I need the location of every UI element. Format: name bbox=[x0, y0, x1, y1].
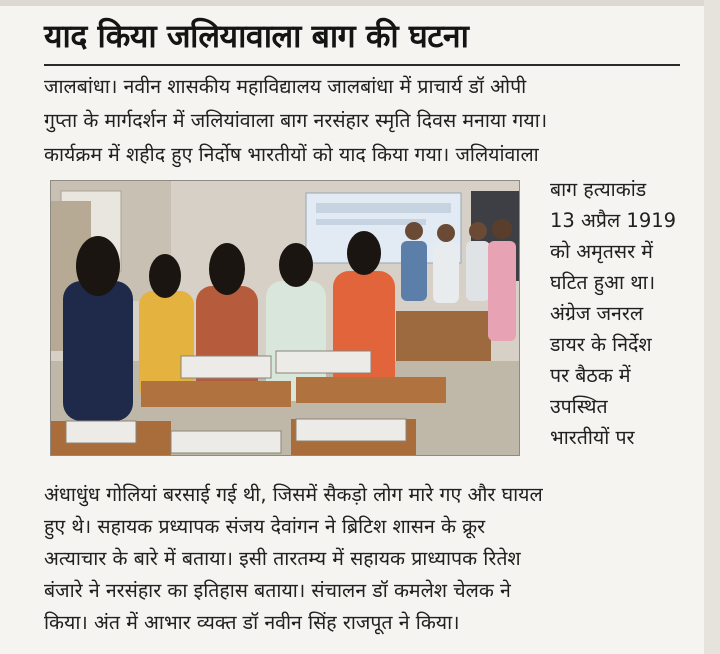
article-headline: याद किया जलियावाला बाग की घटना bbox=[44, 17, 469, 55]
body-line-8: किया। अंत में आभार व्यक्त डॉ नवीन सिंह राजपूत ने किया। bbox=[44, 611, 460, 634]
headline-rule bbox=[44, 64, 680, 66]
side-line-2: 13 अप्रैल 1919 bbox=[550, 209, 677, 232]
side-line-7: पर बैठक में bbox=[550, 364, 631, 387]
body-line-4: अंधाधुंध गोलियां बरसाई गई थी, जिसमें सैकड़ो लोग मारे गए और घायल bbox=[44, 483, 543, 506]
photo-side-column bbox=[550, 174, 700, 453]
adjacent-column-edge bbox=[704, 0, 720, 654]
body-line-7: बंजारे ने नरसंहार का इतिहास बताया। संचालन डॉ कमलेश चेलक ने bbox=[44, 579, 511, 602]
body-line-3: कार्यक्रम में शहीद हुए निर्दोष भारतीयों को याद किया गया। जलियांवाला bbox=[44, 143, 539, 166]
body-line-6: अत्याचार के बारे में बताया। इसी तारतम्य में सहायक प्राध्यापक रितेश bbox=[44, 547, 521, 570]
side-line-8: उपस्थित bbox=[550, 395, 608, 418]
side-line-3: को अमृतसर में bbox=[550, 240, 653, 263]
side-line-5: अंग्रेज जनरल bbox=[550, 302, 644, 325]
body-line-5: हुए थे। सहायक प्रध्यापक संजय देवांगन ने ब्रिटिश शासन के क्रूर bbox=[44, 515, 486, 538]
body-line-1: जालबांधा। नवीन शासकीय महाविद्यालय जालबांधा में प्राचार्य डॉ ओपी bbox=[44, 75, 527, 98]
top-divider bbox=[0, 0, 720, 6]
side-line-1: बाग हत्याकांड bbox=[550, 178, 647, 201]
event-photo-illustration bbox=[51, 181, 519, 455]
event-photo bbox=[50, 180, 520, 456]
side-line-9: भारतीयों पर bbox=[550, 426, 635, 449]
body-line-2: गुप्ता के मार्गदर्शन में जलियांवाला बाग नरसंहार स्मृति दिवस मनाया गया। bbox=[44, 109, 548, 132]
side-line-6: डायर के निर्देश bbox=[550, 333, 652, 356]
side-line-4: घटित हुआ था। bbox=[550, 271, 656, 294]
